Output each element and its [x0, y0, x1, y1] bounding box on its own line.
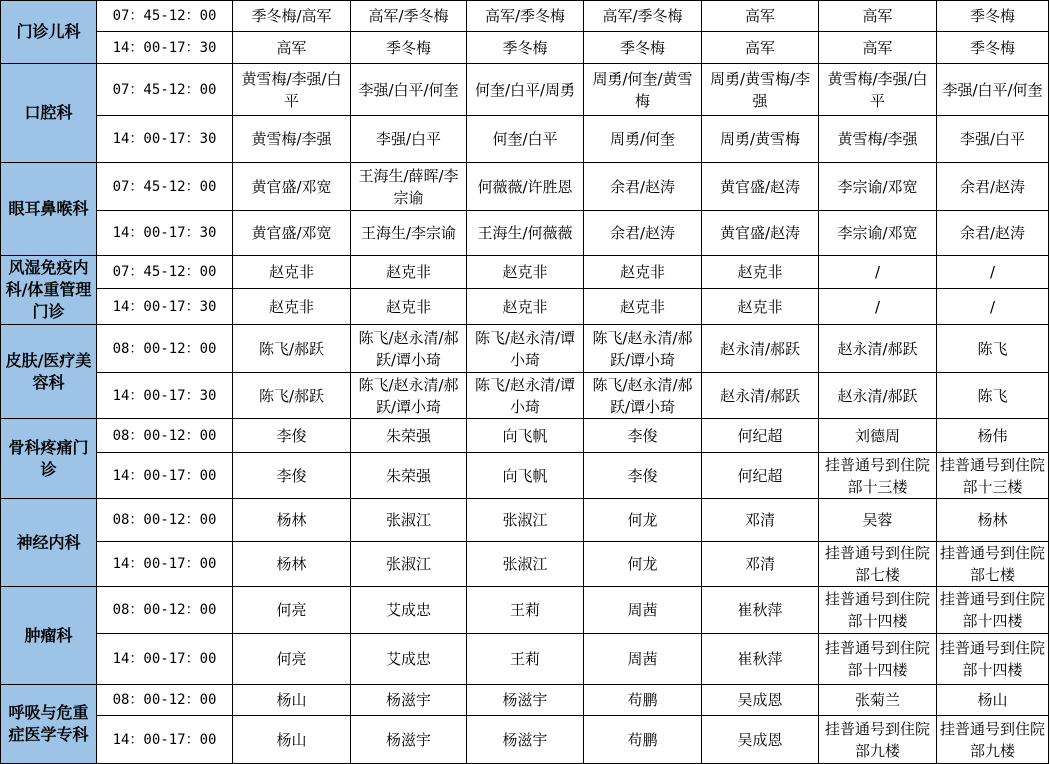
doctor-cell: 吴蓉 — [819, 499, 937, 542]
doctor-cell: 余君/赵涛 — [937, 211, 1049, 256]
doctor-cell: 高军 — [819, 32, 937, 64]
doctor-cell: 邓清 — [702, 499, 819, 542]
session-time: 14：00-17：30 — [97, 289, 233, 325]
schedule-row — [1, 64, 1049, 116]
doctor-cell: 向飞帆 — [467, 453, 584, 499]
session-time: 14：00-17：00 — [97, 453, 233, 499]
doctor-cell: 赵克非 — [702, 256, 819, 289]
schedule-row — [1, 453, 1049, 499]
doctor-cell: 李强/白平/何奎 — [937, 64, 1049, 116]
doctor-cell: 黄雪梅/李强/白平 — [819, 64, 937, 116]
department-name: 神经内科 — [1, 499, 97, 587]
doctor-cell: 黄官盛/赵涛 — [702, 211, 819, 256]
schedule-body — [1, 1, 1049, 764]
doctor-cell: 何薇薇/许胜恩 — [467, 163, 584, 211]
schedule-row — [1, 373, 1049, 419]
session-time: 08：00-12：00 — [97, 685, 233, 716]
doctor-cell: 黄官盛/邓宽 — [233, 163, 351, 211]
doctor-cell: 何亮 — [233, 634, 351, 685]
doctor-cell: 艾成忠 — [351, 634, 467, 685]
doctor-cell: 杨滋宇 — [467, 685, 584, 716]
doctor-cell: 周勇/何奎/黄雪梅 — [584, 64, 702, 116]
doctor-cell: 杨林 — [233, 499, 351, 542]
doctor-cell: 挂普通号到住院部十四楼 — [819, 634, 937, 685]
doctor-cell: 挂普通号到住院部九楼 — [937, 716, 1049, 764]
doctor-cell: 李宗谕/邓宽 — [819, 163, 937, 211]
doctor-cell: 赵克非 — [351, 289, 467, 325]
doctor-cell: 王莉 — [467, 587, 584, 634]
doctor-cell: 周勇/黄雪梅 — [702, 116, 819, 163]
doctor-cell: 张淑江 — [351, 542, 467, 587]
doctor-cell: 李强/白平/何奎 — [351, 64, 467, 116]
schedule-row — [1, 716, 1049, 764]
session-time: 07：45-12：00 — [97, 1, 233, 32]
doctor-cell: 余君/赵涛 — [584, 211, 702, 256]
doctor-cell: 余君/赵涛 — [937, 163, 1049, 211]
schedule-row — [1, 289, 1049, 325]
doctor-cell: 挂普通号到住院部十四楼 — [819, 587, 937, 634]
schedule-row — [1, 419, 1049, 453]
schedule-row — [1, 685, 1049, 716]
doctor-cell: 张淑江 — [467, 542, 584, 587]
doctor-cell: 杨滋宇 — [351, 716, 467, 764]
session-time: 08：00-12：00 — [97, 325, 233, 373]
session-time: 14：00-17：30 — [97, 32, 233, 64]
doctor-cell: 周茜 — [584, 634, 702, 685]
doctor-cell: 何亮 — [233, 587, 351, 634]
doctor-cell: 陈飞/郝跃 — [233, 373, 351, 419]
doctor-cell: 何龙 — [584, 542, 702, 587]
doctor-cell: 周勇/黄雪梅/李强 — [702, 64, 819, 116]
session-time: 07：45-12：00 — [97, 256, 233, 289]
department-name: 口腔科 — [1, 64, 97, 163]
schedule-row — [1, 256, 1049, 289]
doctor-cell: 季冬梅/高军 — [233, 1, 351, 32]
doctor-cell: 陈飞 — [937, 325, 1049, 373]
session-time: 14：00-17：30 — [97, 373, 233, 419]
doctor-cell: 李强/白平 — [351, 116, 467, 163]
doctor-cell: 吴成恩 — [702, 716, 819, 764]
doctor-cell: 苟鹏 — [584, 685, 702, 716]
doctor-cell: 陈飞/赵永清/郝跃/谭小琦 — [351, 325, 467, 373]
doctor-cell: 季冬梅 — [937, 1, 1049, 32]
session-time: 14：00-17：00 — [97, 634, 233, 685]
doctor-cell: 杨山 — [233, 716, 351, 764]
schedule-row — [1, 499, 1049, 542]
doctor-cell: 何龙 — [584, 499, 702, 542]
doctor-cell: 陈飞/赵永清/谭小琦 — [467, 373, 584, 419]
doctor-cell: 刘德周 — [819, 419, 937, 453]
doctor-cell: 陈飞/赵永清/谭小琦 — [467, 325, 584, 373]
department-name: 眼耳鼻喉科 — [1, 163, 97, 256]
schedule-row — [1, 1, 1049, 32]
doctor-cell: 赵永清/郝跃 — [819, 373, 937, 419]
schedule-row — [1, 211, 1049, 256]
doctor-cell: 李俊 — [233, 453, 351, 499]
doctor-cell: 杨山 — [233, 685, 351, 716]
doctor-cell: 挂普通号到住院部十三楼 — [937, 453, 1049, 499]
department-name: 门诊儿科 — [1, 1, 97, 64]
doctor-cell: 艾成忠 — [351, 587, 467, 634]
doctor-cell: 李俊 — [233, 419, 351, 453]
doctor-cell: 周勇/何奎 — [584, 116, 702, 163]
doctor-cell: 黄雪梅/李强 — [233, 116, 351, 163]
doctor-cell: 苟鹏 — [584, 716, 702, 764]
department-name: 肿瘤科 — [1, 587, 97, 685]
doctor-cell: 陈飞/赵永清/郝跃/谭小琦 — [584, 373, 702, 419]
doctor-cell: 崔秋萍 — [702, 634, 819, 685]
doctor-cell: 何纪超 — [702, 453, 819, 499]
session-time: 08：00-12：00 — [97, 587, 233, 634]
doctor-cell: 高军 — [233, 32, 351, 64]
doctor-cell: 杨伟 — [937, 419, 1049, 453]
doctor-cell: / — [819, 289, 937, 325]
doctor-cell: / — [937, 256, 1049, 289]
doctor-cell: 杨滋宇 — [467, 716, 584, 764]
doctor-cell: 赵克非 — [351, 256, 467, 289]
doctor-cell: 赵克非 — [584, 289, 702, 325]
doctor-cell: 季冬梅 — [467, 32, 584, 64]
session-time: 14：00-17：30 — [97, 211, 233, 256]
doctor-cell: 高军 — [819, 1, 937, 32]
doctor-cell: 李宗谕/邓宽 — [819, 211, 937, 256]
doctor-cell: 王莉 — [467, 634, 584, 685]
session-time: 14：00-17：30 — [97, 116, 233, 163]
session-time: 14：00-17：00 — [97, 716, 233, 764]
department-name: 风湿免疫内科/体重管理门诊 — [1, 256, 97, 325]
doctor-cell: 赵永清/郝跃 — [702, 325, 819, 373]
schedule-row — [1, 634, 1049, 685]
department-name: 皮肤/医疗美容科 — [1, 325, 97, 419]
schedule-row — [1, 587, 1049, 634]
doctor-cell: 朱荣强 — [351, 419, 467, 453]
doctor-cell: 赵永清/郝跃 — [702, 373, 819, 419]
doctor-cell: 陈飞/赵永清/郝跃/谭小琦 — [584, 325, 702, 373]
doctor-cell: 张淑江 — [351, 499, 467, 542]
doctor-cell: 杨滋宇 — [351, 685, 467, 716]
doctor-cell: 高军/季冬梅 — [467, 1, 584, 32]
department-name: 骨科疼痛门诊 — [1, 419, 97, 499]
session-time: 08：00-12：00 — [97, 499, 233, 542]
doctor-cell: 赵永清/郝跃 — [819, 325, 937, 373]
doctor-cell: 挂普通号到住院部九楼 — [819, 716, 937, 764]
doctor-cell: 李强/白平 — [937, 116, 1049, 163]
doctor-cell: 邓清 — [702, 542, 819, 587]
doctor-cell: 赵克非 — [233, 256, 351, 289]
doctor-cell: 高军/季冬梅 — [584, 1, 702, 32]
doctor-cell: 季冬梅 — [937, 32, 1049, 64]
doctor-cell: 吴成恩 — [702, 685, 819, 716]
doctor-cell: 高军 — [702, 32, 819, 64]
doctor-cell: 向飞帆 — [467, 419, 584, 453]
session-time: 08：00-12：00 — [97, 419, 233, 453]
doctor-cell: / — [819, 256, 937, 289]
session-time: 07：45-12：00 — [97, 64, 233, 116]
schedule-row — [1, 542, 1049, 587]
session-time: 07：45-12：00 — [97, 163, 233, 211]
doctor-cell: 黄官盛/赵涛 — [702, 163, 819, 211]
doctor-cell: 赵克非 — [467, 289, 584, 325]
doctor-cell: 王海生/薛晖/李宗谕 — [351, 163, 467, 211]
doctor-cell: 陈飞/赵永清/郝跃/谭小琦 — [351, 373, 467, 419]
doctor-cell: 赵克非 — [467, 256, 584, 289]
doctor-cell: 挂普通号到住院部七楼 — [819, 542, 937, 587]
doctor-cell: / — [937, 289, 1049, 325]
doctor-cell: 余君/赵涛 — [584, 163, 702, 211]
doctor-cell: 杨林 — [937, 499, 1049, 542]
doctor-cell: 挂普通号到住院部十四楼 — [937, 587, 1049, 634]
session-time: 14：00-17：00 — [97, 542, 233, 587]
doctor-cell: 李俊 — [584, 419, 702, 453]
doctor-cell: 王海生/李宗谕 — [351, 211, 467, 256]
doctor-cell: 周茜 — [584, 587, 702, 634]
schedule-row — [1, 32, 1049, 64]
doctor-cell: 高军/季冬梅 — [351, 1, 467, 32]
doctor-cell: 杨林 — [233, 542, 351, 587]
doctor-cell: 赵克非 — [702, 289, 819, 325]
schedule-row — [1, 163, 1049, 211]
schedule-row — [1, 325, 1049, 373]
doctor-cell: 挂普通号到住院部十四楼 — [937, 634, 1049, 685]
schedule-row — [1, 116, 1049, 163]
doctor-cell: 高军 — [702, 1, 819, 32]
doctor-cell: 黄雪梅/李强 — [819, 116, 937, 163]
doctor-cell: 崔秋萍 — [702, 587, 819, 634]
doctor-cell: 赵克非 — [233, 289, 351, 325]
doctor-cell: 何奎/白平/周勇 — [467, 64, 584, 116]
doctor-cell: 何纪超 — [702, 419, 819, 453]
doctor-cell: 李俊 — [584, 453, 702, 499]
doctor-cell: 挂普通号到住院部七楼 — [937, 542, 1049, 587]
doctor-cell: 张淑江 — [467, 499, 584, 542]
doctor-cell: 张菊兰 — [819, 685, 937, 716]
doctor-cell: 陈飞 — [937, 373, 1049, 419]
doctor-cell: 赵克非 — [584, 256, 702, 289]
doctor-cell: 季冬梅 — [584, 32, 702, 64]
doctor-cell: 朱荣强 — [351, 453, 467, 499]
doctor-cell: 季冬梅 — [351, 32, 467, 64]
doctor-cell: 黄官盛/邓宽 — [233, 211, 351, 256]
doctor-cell: 挂普通号到住院部十三楼 — [819, 453, 937, 499]
doctor-cell: 杨山 — [937, 685, 1049, 716]
doctor-cell: 何奎/白平 — [467, 116, 584, 163]
doctor-cell: 黄雪梅/李强/白平 — [233, 64, 351, 116]
doctor-cell: 王海生/何薇薇 — [467, 211, 584, 256]
department-name: 呼吸与危重症医学专科 — [1, 685, 97, 764]
doctor-cell: 陈飞/郝跃 — [233, 325, 351, 373]
